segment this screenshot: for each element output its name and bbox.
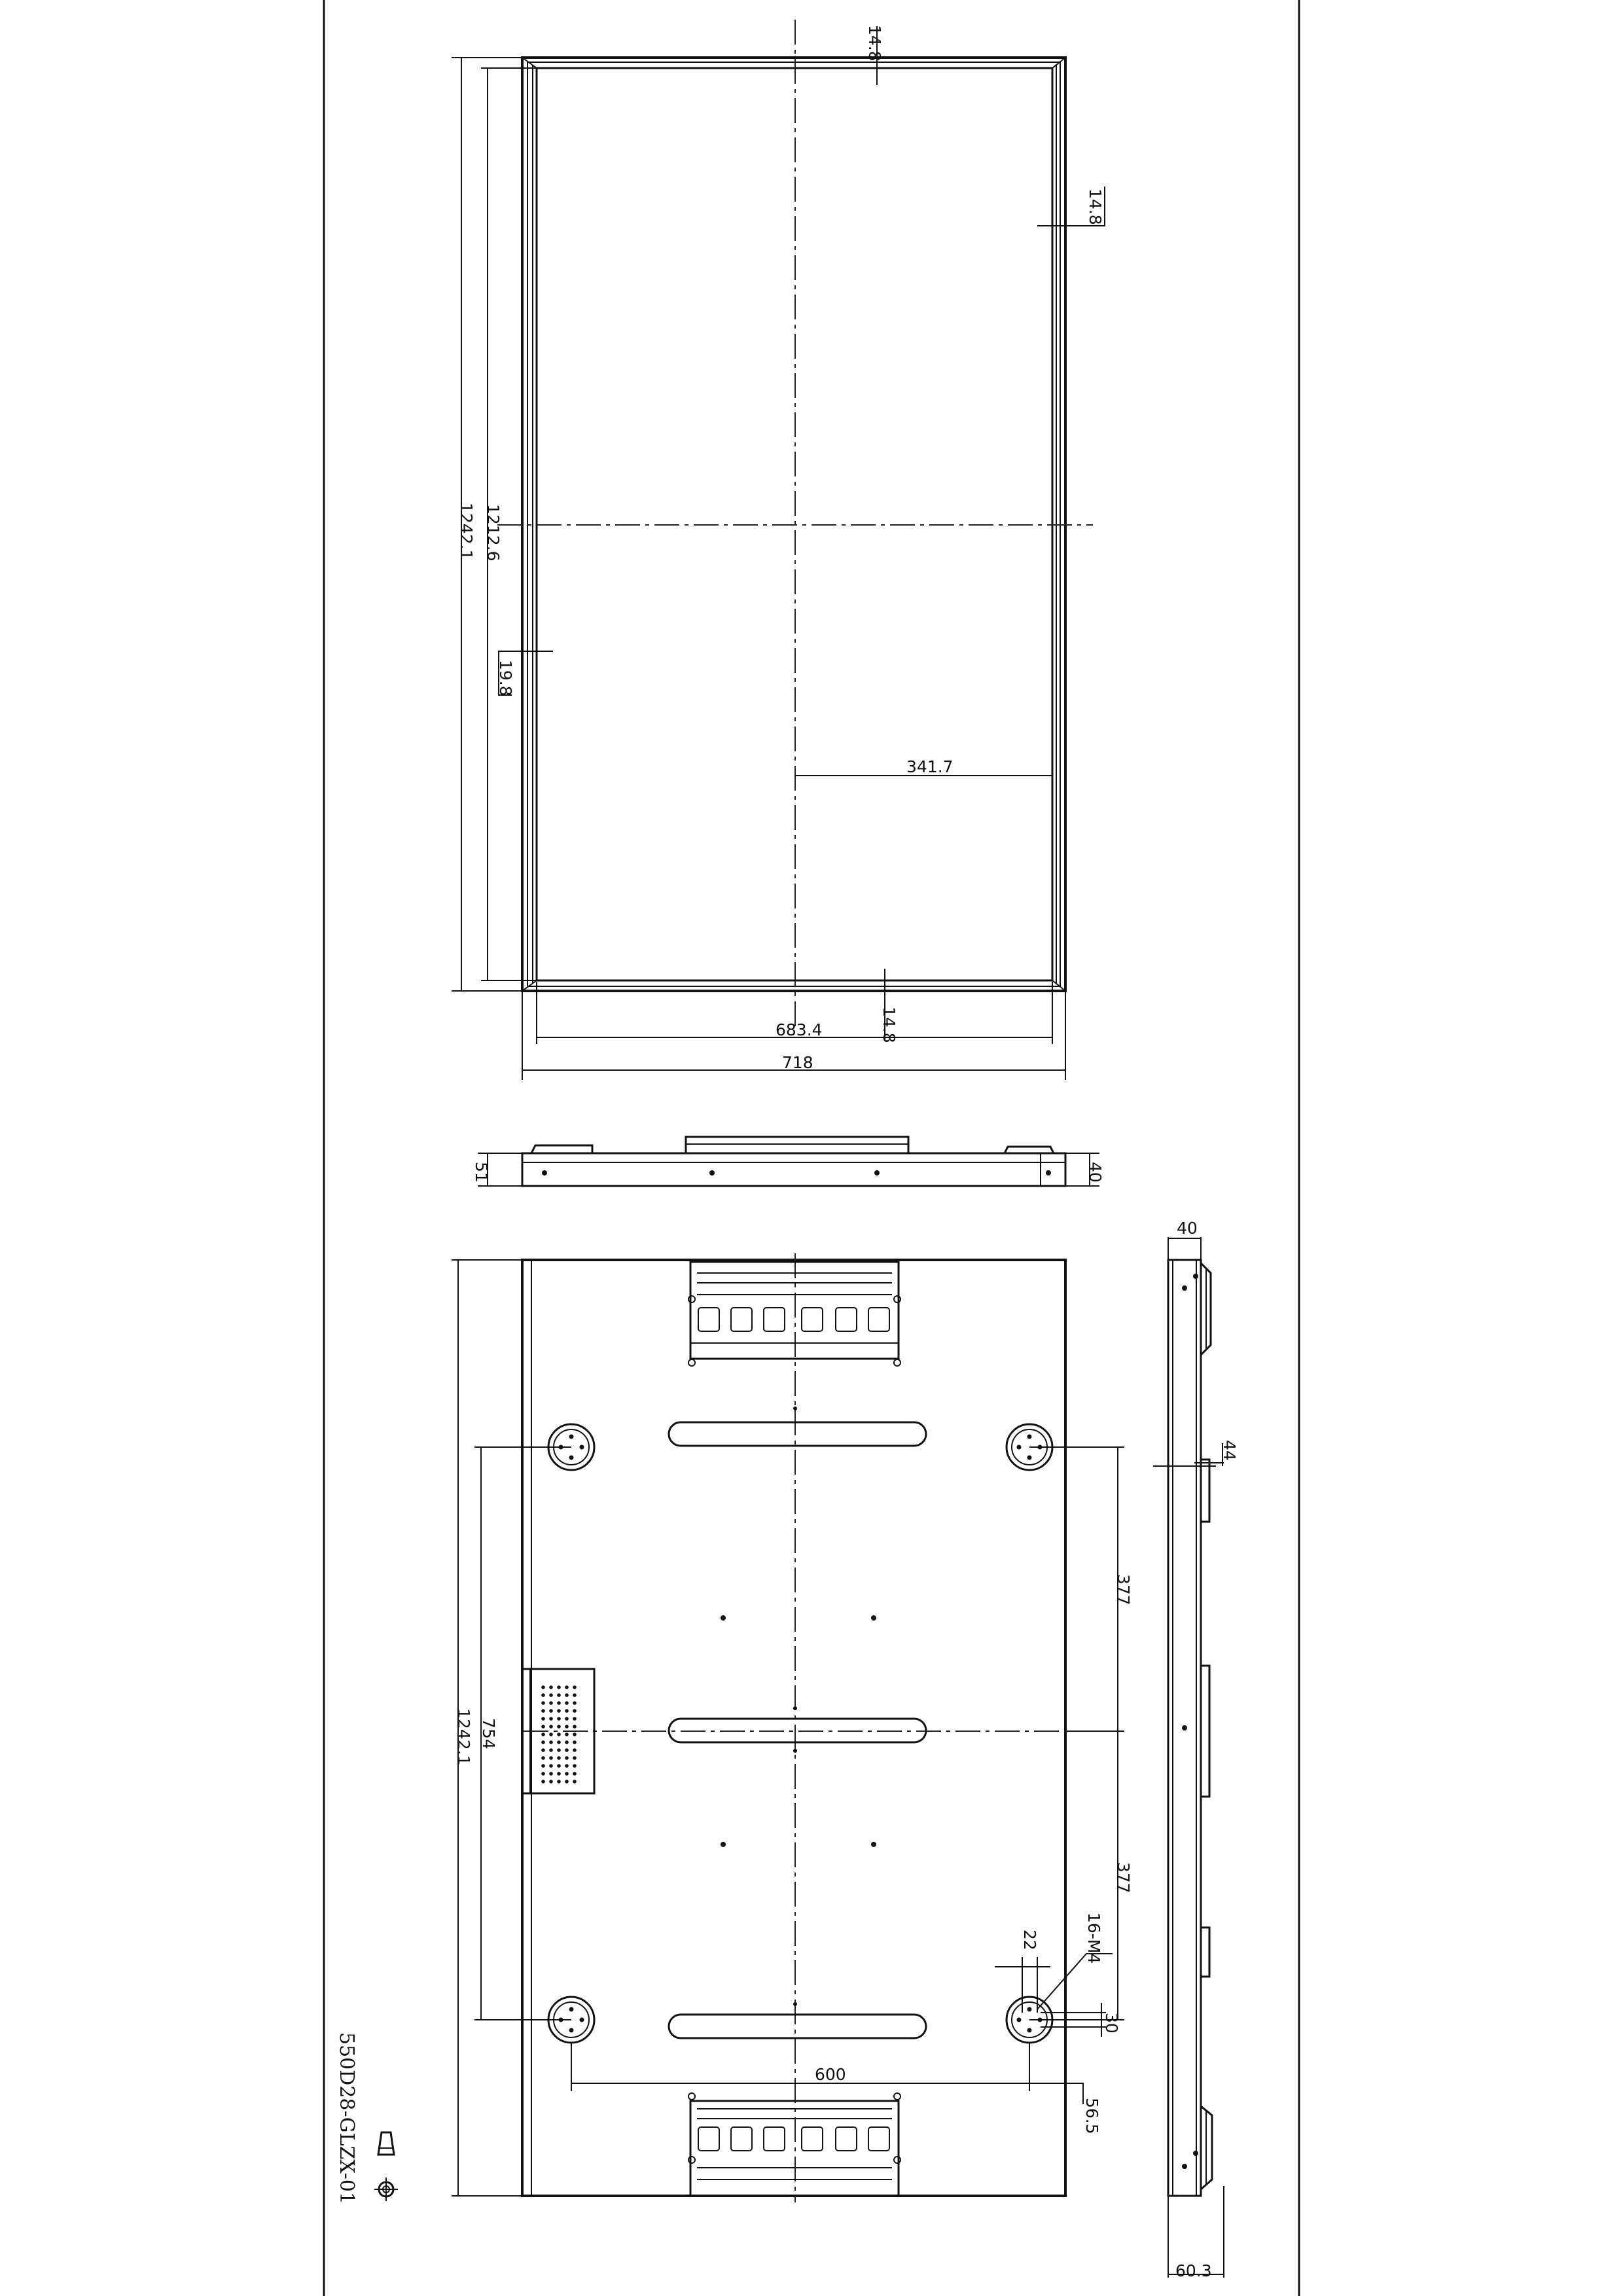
connector-pin xyxy=(541,1740,545,1744)
dim-lower-spacing: 377 xyxy=(1114,1862,1133,1893)
connector-pin xyxy=(557,1756,561,1760)
connector-pin xyxy=(541,1717,545,1721)
dim-inner-width: 683.4 xyxy=(776,1020,823,1039)
connector-pin xyxy=(573,1725,577,1729)
dim-half-width: 341.7 xyxy=(906,757,954,776)
drawing-code: 550D28-GLZX-01 xyxy=(335,2032,358,2204)
dim-depth-right: 40 xyxy=(1086,1162,1105,1183)
connector-pin xyxy=(541,1709,545,1713)
connector-pin xyxy=(549,1725,553,1729)
connector-pin xyxy=(573,1701,577,1705)
dim-bottom-border: 14.8 xyxy=(880,1007,899,1043)
dim-screw-spec: 16-M4 xyxy=(1084,1912,1103,1964)
connector-pin xyxy=(541,1685,545,1689)
connector-pin xyxy=(565,1764,569,1768)
dim-edge-offset: 56.5 xyxy=(1082,2098,1101,2134)
connector-pin xyxy=(557,1780,561,1784)
connector-pin xyxy=(565,1732,569,1736)
top-view xyxy=(472,1137,1105,1186)
dim-hole-diameter: 22 xyxy=(1020,1929,1039,1950)
connector-pin xyxy=(557,1748,561,1752)
front-view xyxy=(452,20,1105,1080)
connector-pin xyxy=(557,1772,561,1776)
connector-pin xyxy=(541,1780,545,1784)
sheet-frame xyxy=(324,0,1299,2296)
connector-pin xyxy=(565,1709,569,1713)
connector-pin xyxy=(541,1772,545,1776)
connector-pin xyxy=(541,1725,545,1729)
connector-pin xyxy=(573,1772,577,1776)
connector-pin xyxy=(565,1772,569,1776)
connector-pin xyxy=(557,1740,561,1744)
connector-pin xyxy=(549,1709,553,1713)
connector-pin xyxy=(557,1764,561,1768)
dim-outer-width: 718 xyxy=(782,1053,813,1072)
dim-top-border: 14.8 xyxy=(865,25,884,62)
dim-depth-left: 51 xyxy=(472,1162,491,1183)
connector-pin xyxy=(565,1717,569,1721)
first-angle-projection-icon xyxy=(374,2178,398,2201)
connector-pin xyxy=(549,1740,553,1744)
connector-pin xyxy=(573,1709,577,1713)
dim-overall-height: 1242.1 xyxy=(454,1708,473,1766)
connector-pin xyxy=(549,1772,553,1776)
connector-pin xyxy=(573,1748,577,1752)
connector-pin xyxy=(549,1685,553,1689)
connector-pin xyxy=(549,1780,553,1784)
connector-pin xyxy=(557,1685,561,1689)
connector-pin xyxy=(565,1756,569,1760)
connector-pin xyxy=(565,1740,569,1744)
connector-pin xyxy=(541,1701,545,1705)
back-view xyxy=(452,1253,1133,2202)
connector-pin xyxy=(557,1709,561,1713)
connector-pin xyxy=(557,1717,561,1721)
connector-pin xyxy=(549,1748,553,1752)
connector-pin xyxy=(557,1732,561,1736)
connector-pin xyxy=(541,1732,545,1736)
connector-pin xyxy=(549,1732,553,1736)
connector-pin xyxy=(573,1732,577,1736)
connector-pin xyxy=(565,1685,569,1689)
dim-hole-pitch-horizontal: 600 xyxy=(815,2065,846,2084)
connector-pin xyxy=(573,1685,577,1689)
connector-pin xyxy=(573,1764,577,1768)
dim-hole-offset: 30 xyxy=(1102,2013,1121,2034)
connector-pin xyxy=(549,1693,553,1697)
connector-pin xyxy=(557,1701,561,1705)
connector-pin xyxy=(541,1748,545,1752)
connector-pin xyxy=(541,1756,545,1760)
dim-step: 44 xyxy=(1220,1440,1239,1461)
side-view xyxy=(1153,1219,1239,2280)
dim-depth-bottom: 60.3 xyxy=(1175,2261,1212,2280)
connector-pin xyxy=(549,1756,553,1760)
connector-pin xyxy=(573,1740,577,1744)
connector-pin xyxy=(565,1725,569,1729)
connector-pin xyxy=(541,1693,545,1697)
connector-pin xyxy=(541,1764,545,1768)
dim-left-border: 19.8 xyxy=(496,660,515,696)
dim-hole-pitch-vertical: 754 xyxy=(479,1718,498,1749)
taper-symbol-icon xyxy=(378,2132,394,2155)
connector-pin xyxy=(549,1717,553,1721)
connector-pin xyxy=(549,1701,553,1705)
dim-inner-height: 1212.6 xyxy=(484,504,503,562)
connector-pin xyxy=(565,1780,569,1784)
connector-pin xyxy=(557,1693,561,1697)
connector-pin xyxy=(573,1717,577,1721)
connector-pin xyxy=(565,1748,569,1752)
connector-pin xyxy=(573,1756,577,1760)
connector-pin xyxy=(565,1701,569,1705)
connector-pin xyxy=(573,1780,577,1784)
dim-outer-height: 1242.1 xyxy=(457,503,476,560)
connector-pin xyxy=(549,1764,553,1768)
dim-depth-top: 40 xyxy=(1177,1219,1198,1238)
connector-pin xyxy=(557,1725,561,1729)
dim-right-border: 14.8 xyxy=(1086,188,1105,225)
connector-pin xyxy=(565,1693,569,1697)
connector-pin xyxy=(573,1693,577,1697)
dim-upper-spacing: 377 xyxy=(1114,1574,1133,1605)
